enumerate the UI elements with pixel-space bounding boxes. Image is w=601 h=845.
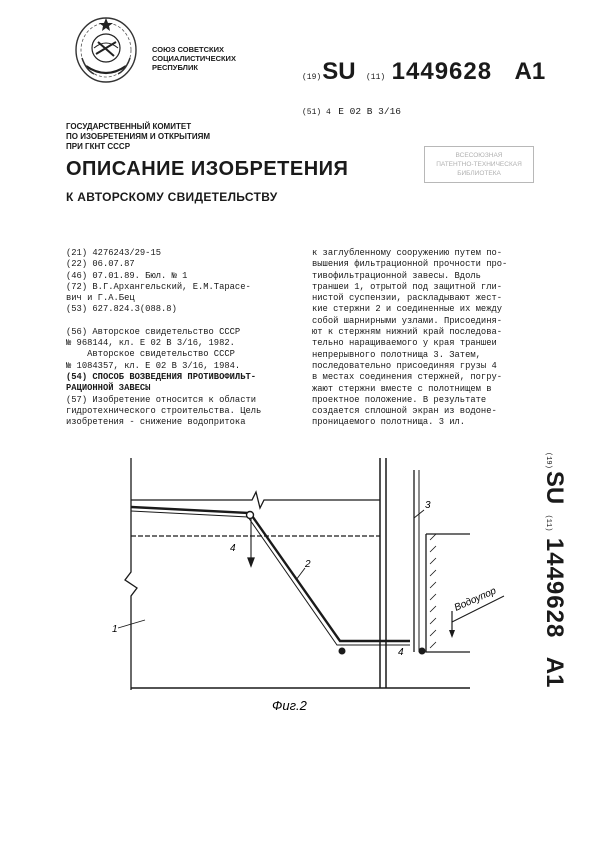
inid-code-11: (11): [366, 73, 386, 82]
biblio-line: изобретения - снижение водопритока: [66, 417, 246, 428]
stamp-line: ВСЕСОЮЗНАЯ: [455, 152, 503, 159]
biblio-line: (56) Авторское свидетельство СССР: [66, 326, 241, 337]
ground-hatch: [430, 534, 436, 648]
trench-right-wall: [426, 534, 470, 652]
abstract-line: тивофильтрационной завесы. Вдоль: [312, 270, 481, 281]
rod-chain-inner: [131, 511, 410, 645]
weight-arrowhead: [248, 558, 254, 566]
abstract-line: последовательно присоединяя грузы 4: [312, 360, 497, 371]
biblio-line: РАЦИОННОЙ ЗАВЕСЫ: [66, 383, 151, 394]
hinge-node: [247, 512, 254, 519]
country-code: SU: [322, 58, 356, 85]
label-1: 1: [112, 624, 118, 635]
biblio-line: № 1084357, кл. Е 02 В 3/16, 1984.: [66, 360, 241, 371]
patent-number: 1449628: [391, 58, 493, 85]
inid-code-51: (51) 4: [302, 108, 331, 117]
biblio-line: (54) СПОСОБ ВОЗВЕДЕНИЯ ПРОТИВОФИЛЬТ-: [66, 371, 257, 382]
biblio-line: (21) 4276243/29-15: [66, 248, 162, 258]
biblio-line: (22) 06.07.87: [66, 259, 135, 270]
abstract-line: тельно наращиваемого у края траншеи: [312, 338, 497, 349]
stamp-line: БИБЛИОТЕКА: [457, 170, 501, 177]
document-subtitle: К АВТОРСКОМУ СВИДЕТЕЛЬСТВУ: [66, 190, 278, 204]
abstract-line: траншеи 1, отрытой под защитной гли-: [312, 281, 503, 292]
abstract-line: ют к стержням нижний край последова-: [312, 327, 503, 338]
aquitard-arrowhead: [449, 630, 455, 638]
ground-surface: [131, 492, 380, 508]
figure-caption: Фиг.2: [272, 698, 307, 713]
biblio-line: (53) 627.824.3(088.8): [66, 304, 177, 315]
leader-line: [296, 568, 305, 580]
side-number: 1449628: [541, 537, 568, 639]
stamp-line: ПАТЕНТНО-ТЕХНИЧЕСКАЯ: [436, 161, 522, 168]
side-kind: A1: [541, 656, 568, 688]
biblio-line: (72) В.Г.Архангельский, Е.М.Тарасе-: [66, 281, 251, 292]
weight-node: [339, 648, 346, 655]
abstract-line: нистой суспензии, раскладывают жест-: [312, 293, 503, 304]
biblio-line: (57) Изобретение относится к области: [66, 394, 257, 405]
label-4-left: 4: [230, 543, 236, 554]
union-line: РЕСПУБЛИК: [152, 63, 198, 72]
union-line: СОЦИАЛИСТИЧЕСКИХ: [152, 54, 236, 63]
biblio-line: № 968144, кл. Е 02 В 3/16, 1982.: [66, 338, 235, 349]
abstract-line: непрерывного полотнища 3. Затем,: [312, 349, 481, 360]
abstract-line: собой шарнирными узлами. Присоединя-: [312, 315, 503, 326]
union-line: СОЮЗ СОВЕТСКИХ: [152, 45, 225, 54]
abstract-line: жают стержни вместе с полотнищем в: [312, 383, 492, 394]
rod-chain: [131, 507, 410, 641]
abstract-line: к заглубленному сооружению путем по-: [312, 248, 503, 258]
abstract-line: в местах соединения стержней, погру-: [312, 372, 503, 383]
weight-node: [419, 648, 426, 655]
biblio-line: (46) 07.01.89. Бюл. № 1: [66, 270, 188, 281]
label-3: 3: [425, 500, 431, 511]
abstract-line: проницаемого полотнища. 3 ил.: [312, 417, 466, 428]
side-code-19: (19): [544, 452, 552, 469]
abstract-line: вышения фильтрационной прочности про-: [312, 259, 508, 270]
committee-line: ПРИ ГКНТ СССР: [66, 142, 131, 151]
committee-line: ГОСУДАРСТВЕННЫЙ КОМИТЕТ: [66, 122, 192, 131]
side-country: SU: [541, 470, 568, 505]
side-code-11: (11): [544, 514, 552, 532]
aquitard-label: Водоупор: [452, 585, 498, 614]
biblio-line: Авторское свидетельство СССР: [66, 349, 235, 360]
label-4-right: 4: [398, 647, 404, 658]
kind-code: A1: [514, 58, 546, 85]
inid-code-19: (19): [302, 73, 322, 82]
abstract-line: кие стержни 2 и соединенные их между: [312, 304, 503, 315]
biblio-line: гидротехнического строительства. Цель: [66, 405, 262, 416]
abstract-line: создается сплошной экран из водоне-: [312, 406, 497, 417]
document-title: ОПИСАНИЕ ИЗОБРЕТЕНИЯ: [66, 158, 349, 180]
committee-line: ПО ИЗОБРЕТЕНИЯМ И ОТКРЫТИЯМ: [66, 132, 211, 141]
label-2: 2: [305, 559, 311, 570]
biblio-line: вич и Г.А.Бец: [66, 293, 135, 304]
ipc-class: E 02 B 3/16: [338, 106, 401, 117]
ground-boundary-left: [125, 458, 137, 690]
abstract-line: проектное положение. В результате: [312, 394, 487, 405]
